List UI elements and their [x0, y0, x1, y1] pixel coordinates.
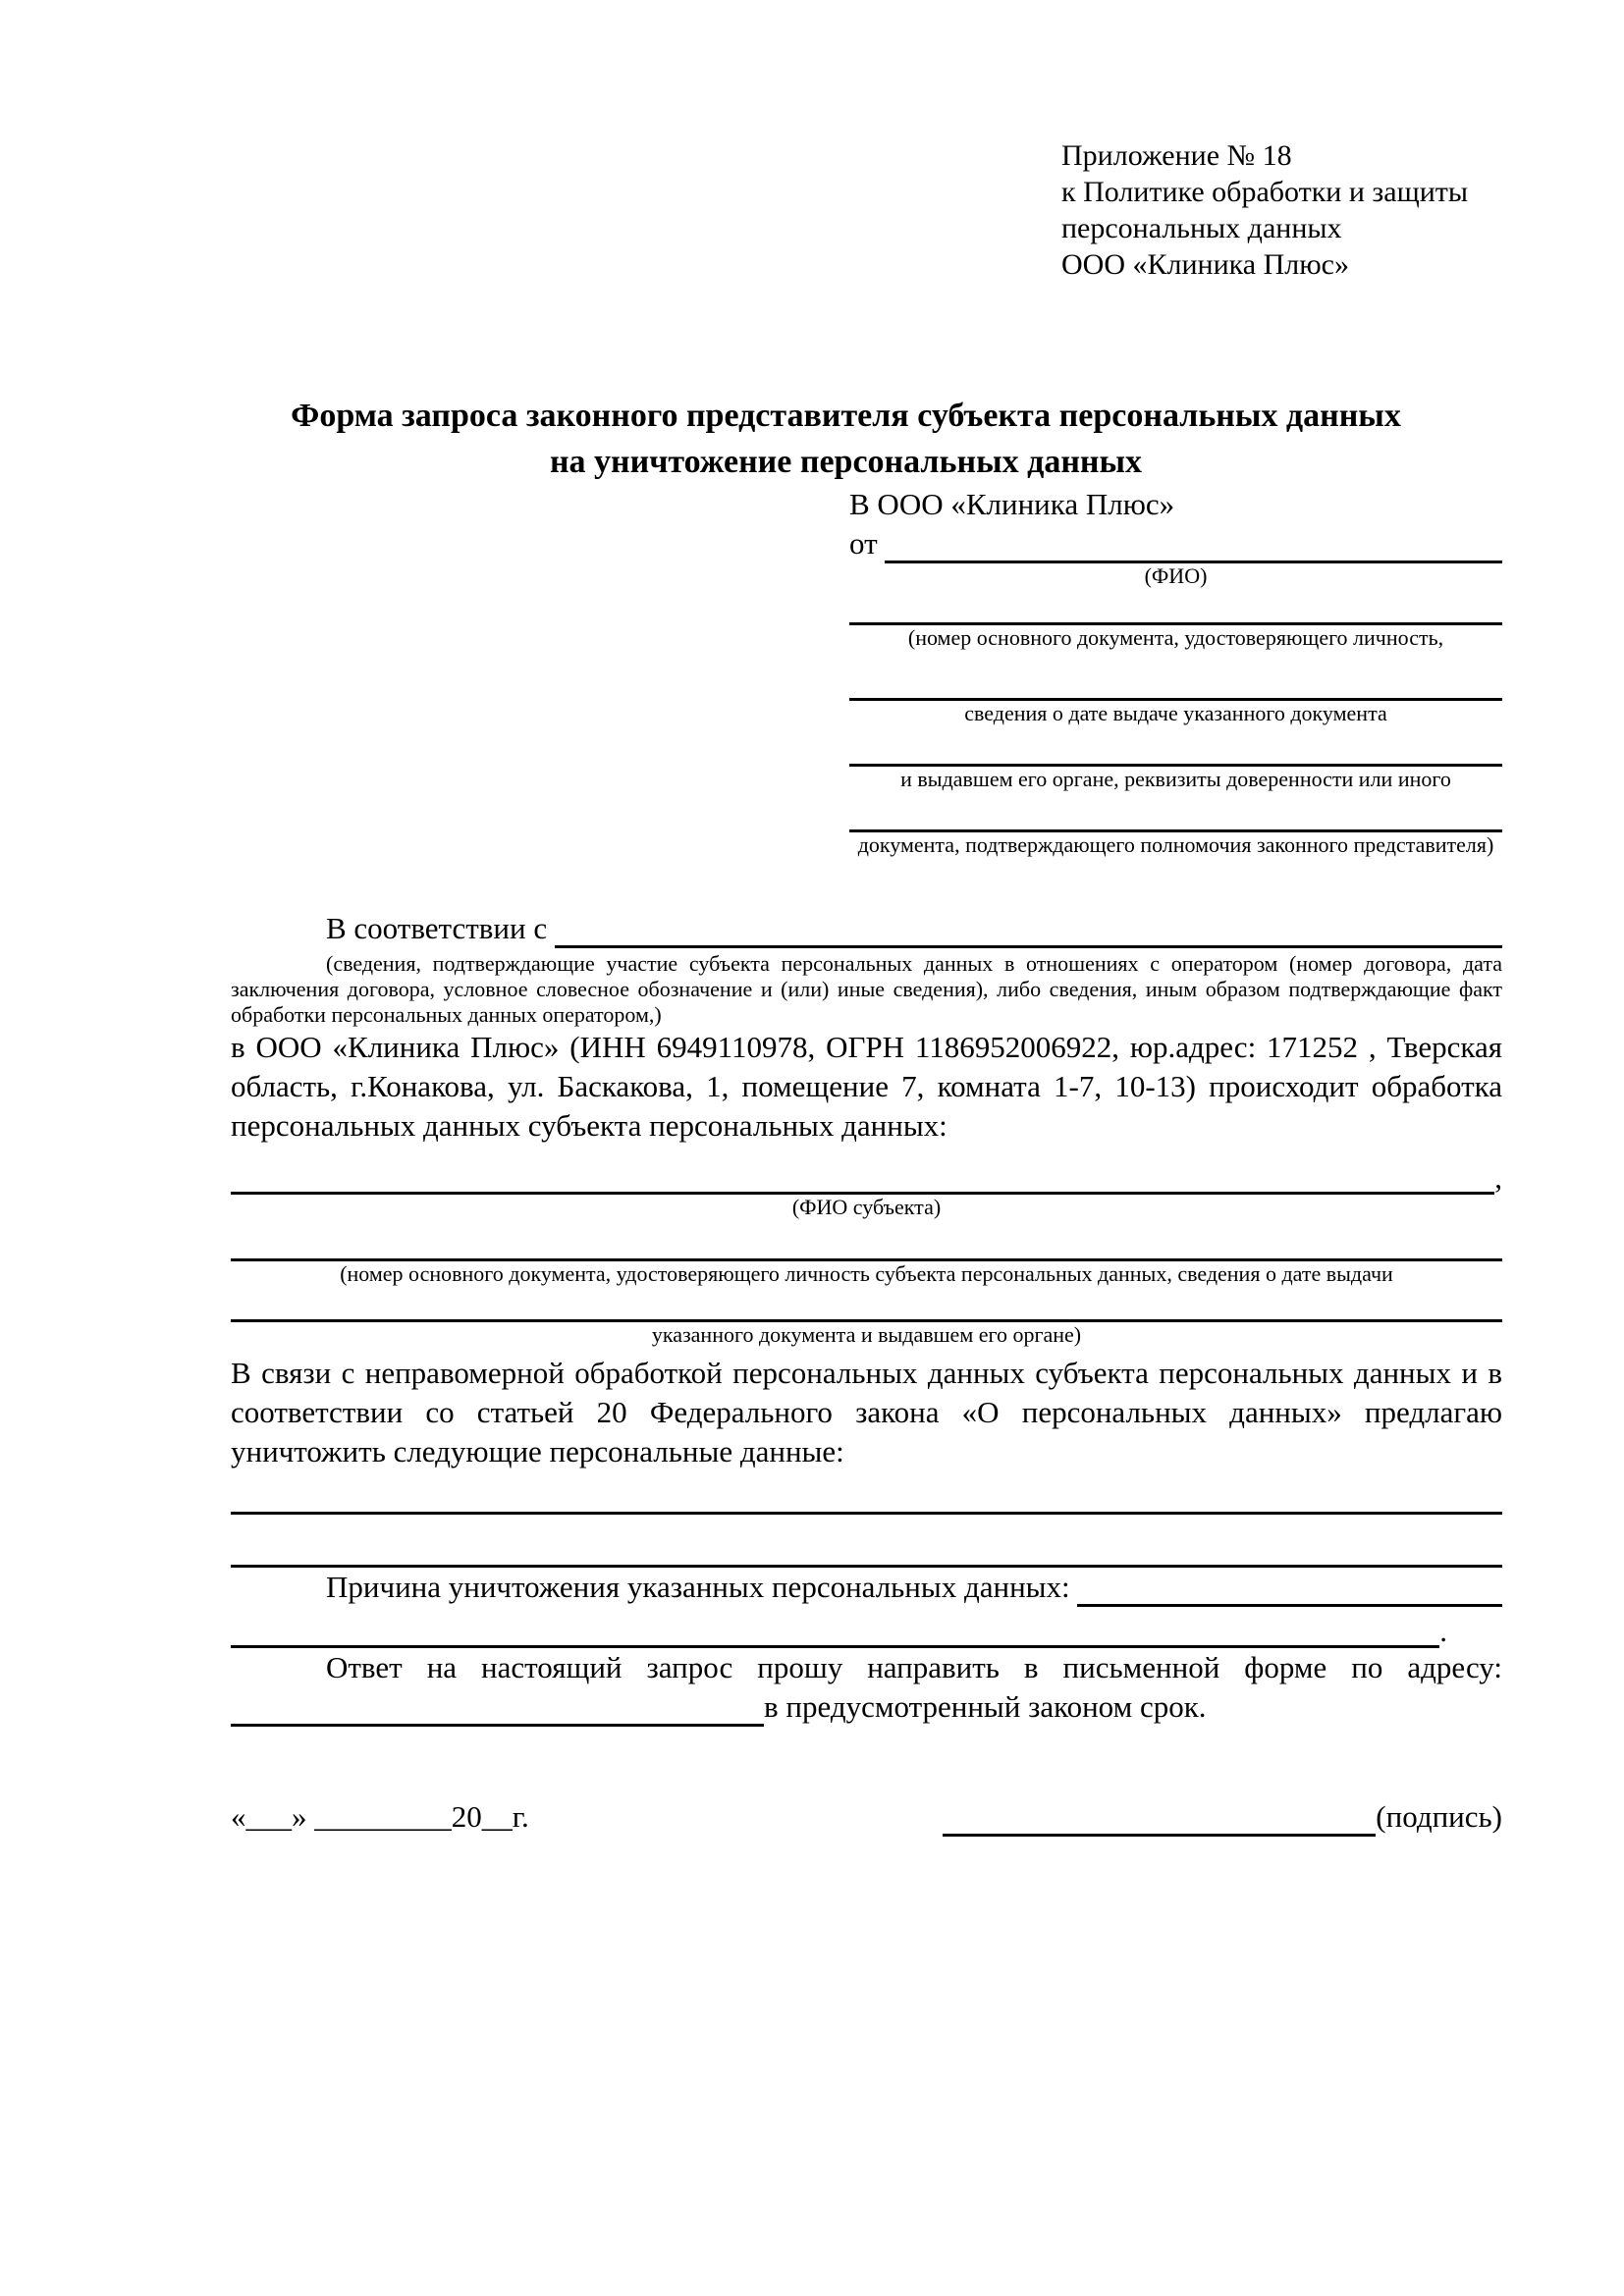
accordance-row [231, 909, 1502, 948]
reason-row [231, 1568, 1502, 1607]
appendix-line: ООО «Клиника Плюс» [1061, 248, 1349, 281]
representative-doc-caption-3: и выдавшем его органе, реквизиты доверенности или иного [900, 767, 1451, 791]
subject-fio-suffix: , [1494, 1160, 1502, 1195]
representative-doc-field-line-3[interactable] [849, 726, 1502, 767]
answer-address-row [231, 1687, 1502, 1727]
appendix-line: Приложение № 18 [1061, 139, 1292, 172]
representative-doc-caption-2: сведения о дате выдаче указанного документа [964, 701, 1387, 725]
page-title-line-1: Форма запроса законного представителя субъекта персональных данных [291, 398, 1401, 434]
page-title [180, 393, 1512, 485]
subject-doc-row-2 [231, 1287, 1502, 1322]
request-paragraph: В связи с неправомерной обработкой персональных данных субъекта персональных данных и в соответствии со статьей 20 Федерального закона «О персональных данных» предлагаю уничтожить следующие персональные данные: [231, 1356, 1502, 1468]
appendix-line: к Политике обработки и защиты [1061, 176, 1469, 208]
representative-doc-caption-4: документа, подтверждающего полномочия законного представителя) [857, 832, 1494, 857]
representative-doc-caption-1: (номер основного документа, удостоверяющего личность, [907, 625, 1444, 650]
answer-address-field-line[interactable] [231, 1721, 764, 1727]
signature-block [943, 1797, 1502, 1837]
accordance-label: В соответствии с [326, 911, 555, 945]
answer-paragraph: Ответ на настоящий запрос прошу направить в письменной форме по адресу: [326, 1650, 1502, 1684]
reason-field-line[interactable] [1077, 1601, 1502, 1607]
signature-field-line[interactable] [943, 1831, 1376, 1837]
signature-caption: (подпись) [1376, 1799, 1502, 1834]
page-title-line-2: на уничтожение персональных данных [549, 444, 1143, 480]
from-label: от [849, 526, 886, 561]
recipient-organization: В ООО «Клиника Плюс» [849, 487, 1175, 521]
subject-doc-caption-2: указанного документа и выдавшем его органе) [651, 1322, 1082, 1347]
representative-doc-field-line-2[interactable] [849, 651, 1502, 701]
appendix-note [1061, 137, 1502, 283]
reason-suffix: . [1439, 1614, 1447, 1648]
representative-doc-field-line-1[interactable] [849, 589, 1502, 625]
operator-paragraph: в ООО «Клиника Плюс» (ИНН 6949110978, ОГРН 1186952006922, юр.адрес: 171252 , Тверская область, г.Конакова, ул. Баскакова, 1, помещение 7, комната 1-7, 10-13) происходит обработка персональных данных субъекта персональных данных: [231, 1030, 1502, 1143]
appendix-line: персональных данных [1061, 212, 1342, 244]
accordance-note: (сведения, подтверждающие участие субъекта персональных данных в отношениях с оператором (номер договора, дата заключения договора, условное словесное обозначение и (или) иные сведения), либо сведения, иным образом подтверждающие факт обработки персональных данных оператором,) [231, 951, 1502, 1027]
reason-label: Причина уничтожения указанных персональных данных: [326, 1570, 1078, 1604]
recipient-block [849, 485, 1502, 858]
data-to-destroy-field-line-1[interactable] [231, 1509, 1502, 1515]
subject-fio-row [231, 1153, 1502, 1195]
date-line[interactable]: «___» _________20__г. [231, 1799, 529, 1834]
subject-doc-caption-1: (номер основного документа, удостоверяющего личность субъекта персональных данных, сведения о дате выдачи [340, 1261, 1393, 1286]
from-row [849, 524, 1502, 563]
representative-doc-field-line-4[interactable] [849, 792, 1502, 832]
footer-row [231, 1797, 1502, 1837]
fio-caption: (ФИО) [1144, 563, 1208, 588]
subject-doc-row-1 [231, 1220, 1502, 1261]
accordance-field-line[interactable] [555, 942, 1502, 948]
reason-row-2 [231, 1607, 1447, 1648]
data-to-destroy-row-1 [231, 1471, 1502, 1515]
answer-suffix: в предусмотренный законом срок. [764, 1689, 1207, 1724]
data-to-destroy-row-2 [231, 1515, 1502, 1568]
subject-fio-caption: (ФИО субъекта) [791, 1195, 942, 1219]
